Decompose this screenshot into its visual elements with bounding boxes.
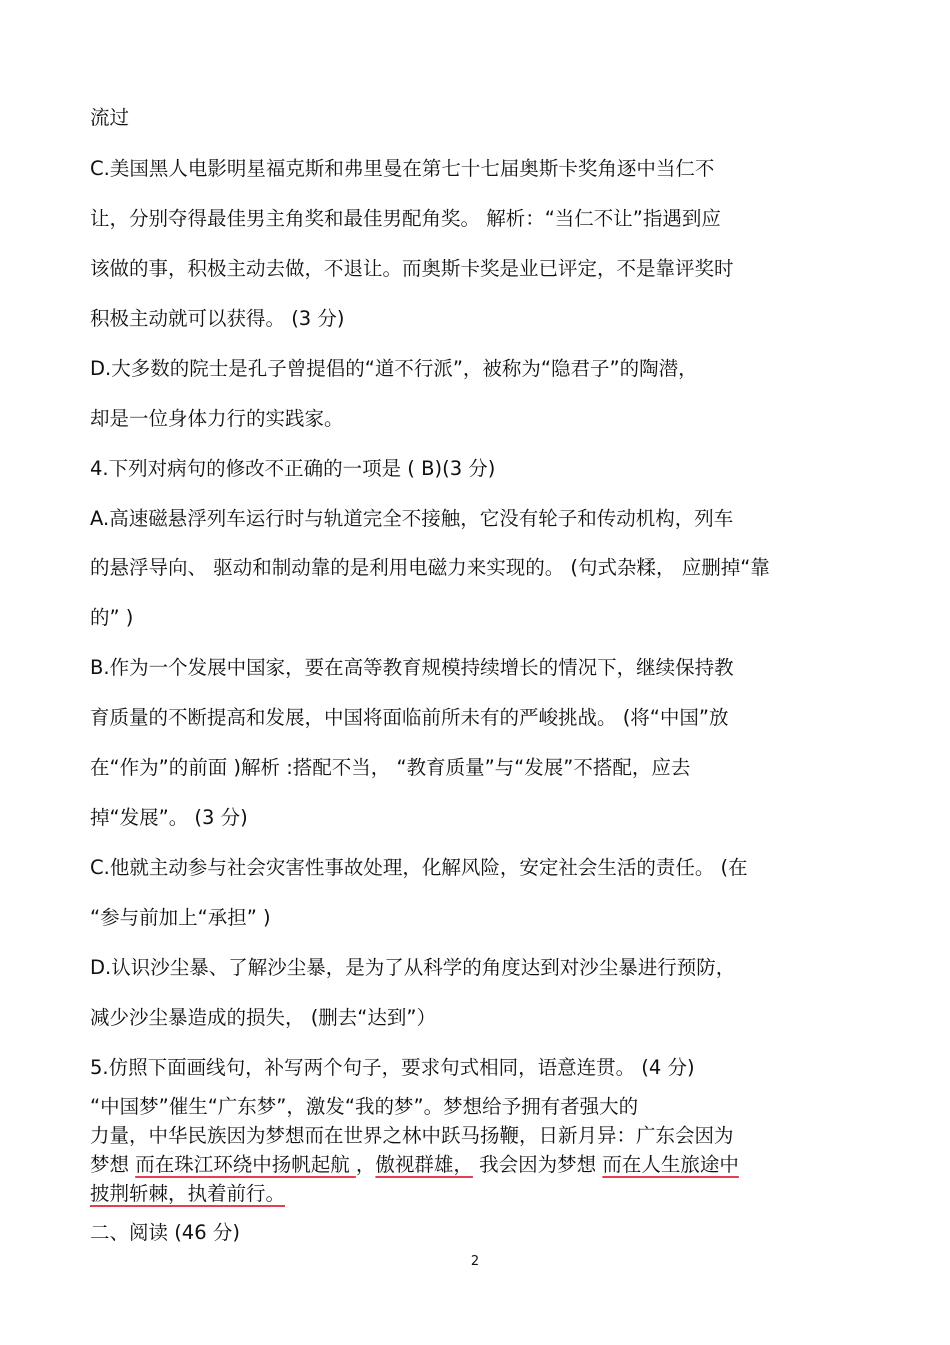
section-heading: 二、阅读 (46 分) [90, 1221, 240, 1244]
text-line: “参与前加上“承担” ) [90, 906, 271, 929]
handwritten-answer-3: 而在人生旅途中 [602, 1153, 739, 1176]
handwritten-answer-2: 傲视群雄， [375, 1153, 473, 1176]
page-number: 2 [470, 1254, 480, 1269]
text-line: 力量，中华民族因为梦想而在世界之林中跃马扬鞭，日新月异：广东会因为 [90, 1124, 734, 1147]
text-line: 积极主动就可以获得。 (3 分) [90, 307, 345, 330]
text-line: C.他就主动参与社会灾害性事故处理，化解风险，安定社会生活的责任。 (在 [90, 856, 748, 879]
text-line: 掉“发展”。 (3 分) [90, 806, 248, 829]
handwritten-answer-1: 而在珠江环绕中扬帆起航 [135, 1153, 356, 1176]
text-line: 该做的事，积极主动去做，不退让。而奥斯卡奖是业已评定，不是靠评奖时 [90, 257, 734, 280]
text-line: “中国梦”催生“广东梦”，激发“我的梦”。梦想给予拥有者强大的 [90, 1095, 639, 1118]
text-line: 却是一位身体力行的实践家。 [90, 407, 344, 430]
text-line: 育质量的不断提高和发展，中国将面临前所未有的严峻挑战。 (将“中国”放 [90, 706, 729, 729]
text-line: 流过 [90, 106, 130, 129]
text-line: A.高速磁悬浮列车运行时与轨道完全不接触，它没有轮子和传动机构，列车 [90, 507, 734, 530]
answer-line-1 [90, 1152, 739, 1178]
handwritten-answer-4: 披荆斩棘， [90, 1182, 188, 1205]
text-line: C.美国黑人电影明星福克斯和弗里曼在第七十七届奥斯卡奖角逐中当仁不 [90, 157, 715, 180]
text-segment: 梦想 [90, 1153, 136, 1176]
text-segment: 我会因为梦想 [472, 1153, 603, 1176]
text-line: B.作为一个发展中国家，要在高等教育规模持续增长的情况下，继续保持教 [90, 656, 734, 679]
handwritten-answer-5: 执着前行。 [187, 1182, 286, 1205]
text-line: 的” ) [90, 606, 134, 629]
text-line: 的悬浮导向、 驱动和制动靠的是利用电磁力来实现的。 (句式杂糅， 应删掉“靠 [90, 556, 770, 579]
answer-line-2 [90, 1181, 285, 1207]
text-line: D.认识沙尘暴、了解沙尘暴，是为了从科学的角度达到对沙尘暴进行预防， [90, 956, 736, 979]
text-line: D.大多数的院士是孔子曾提倡的“道不行派”，被称为“隐君子”的陶潜， [90, 357, 698, 380]
text-line: 减少沙尘暴造成的损失， (删去“达到”） [90, 1006, 437, 1029]
question-5-title: 5.仿照下面画线句，补写两个句子，要求句式相同，语意连贯。 (4 分) [90, 1056, 695, 1079]
text-line: 在“作为”的前面 )解析 :搭配不当， “教育质量”与“发展”不搭配，应去 [90, 756, 691, 779]
question-4-title: 4.下列对病句的修改不正确的一项是 ( B)(3 分) [90, 457, 496, 480]
text-line: 让，分别夺得最佳男主角奖和最佳男配角奖。 解析：“当仁不让”指遇到应 [90, 207, 721, 230]
text-segment: ， [355, 1153, 376, 1176]
